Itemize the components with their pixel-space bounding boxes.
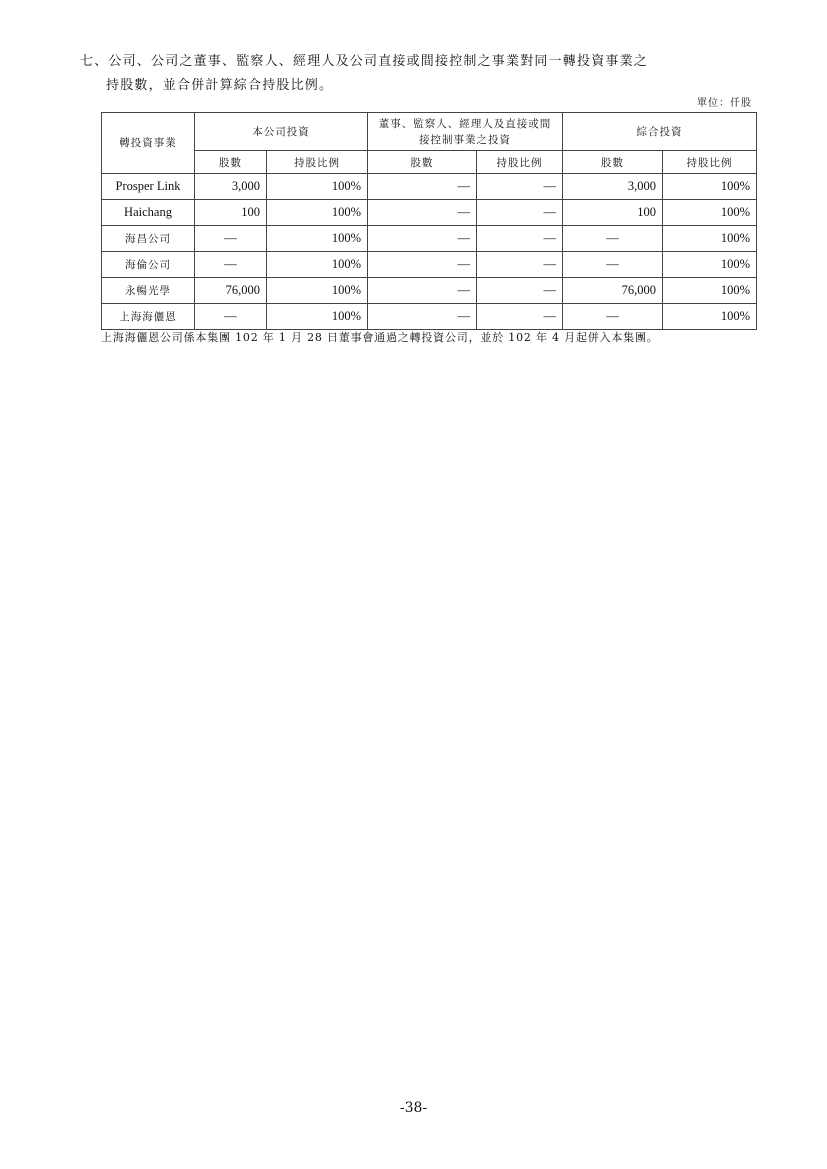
header-ratio: 持股比例 bbox=[267, 151, 368, 174]
header-ratio: 持股比例 bbox=[477, 151, 563, 174]
header-shares: 股數 bbox=[563, 151, 663, 174]
investee-name: Haichang bbox=[102, 200, 195, 226]
investee-name: Prosper Link bbox=[102, 174, 195, 200]
header-shares: 股數 bbox=[195, 151, 267, 174]
combined-shares: 100 bbox=[563, 200, 663, 226]
company-ratio: 100% bbox=[267, 200, 368, 226]
investee-name: 上海海儷恩 bbox=[102, 304, 195, 330]
combined-shares: — bbox=[563, 226, 663, 252]
header-row-groups bbox=[102, 113, 757, 151]
directors-ratio: — bbox=[477, 278, 563, 304]
combined-ratio: 100% bbox=[663, 174, 757, 200]
company-ratio: 100% bbox=[267, 304, 368, 330]
header-company-investment: 本公司投資 bbox=[195, 113, 368, 151]
table-row bbox=[102, 226, 757, 252]
combined-shares: 3,000 bbox=[563, 174, 663, 200]
company-shares: 3,000 bbox=[195, 174, 267, 200]
investee-name: 海倫公司 bbox=[102, 252, 195, 278]
combined-shares: 76,000 bbox=[563, 278, 663, 304]
investee-name: 海昌公司 bbox=[102, 226, 195, 252]
directors-shares: — bbox=[368, 226, 477, 252]
table-row bbox=[102, 252, 757, 278]
directors-shares: — bbox=[368, 252, 477, 278]
directors-ratio: — bbox=[477, 174, 563, 200]
directors-ratio: — bbox=[477, 226, 563, 252]
section-heading-line2: 持股數，並合併計算綜合持股比例。 bbox=[106, 78, 334, 93]
combined-ratio: 100% bbox=[663, 304, 757, 330]
company-ratio: 100% bbox=[267, 226, 368, 252]
company-ratio: 100% bbox=[267, 252, 368, 278]
company-shares: 100 bbox=[195, 200, 267, 226]
combined-shares: — bbox=[563, 304, 663, 330]
header-ratio: 持股比例 bbox=[663, 151, 757, 174]
company-shares: — bbox=[195, 252, 267, 278]
combined-ratio: 100% bbox=[663, 226, 757, 252]
header-investee: 轉投資事業 bbox=[102, 113, 195, 174]
directors-ratio: — bbox=[477, 304, 563, 330]
company-ratio: 100% bbox=[267, 174, 368, 200]
company-shares: 76,000 bbox=[195, 278, 267, 304]
table-row bbox=[102, 304, 757, 330]
company-shares: — bbox=[195, 304, 267, 330]
combined-ratio: 100% bbox=[663, 200, 757, 226]
page-number: -38- bbox=[399, 1100, 428, 1116]
table-row bbox=[102, 200, 757, 226]
directors-ratio: — bbox=[477, 200, 563, 226]
header-combined-investment: 綜合投資 bbox=[563, 113, 757, 151]
company-ratio: 100% bbox=[267, 278, 368, 304]
directors-ratio: — bbox=[477, 252, 563, 278]
unit-label: 單位：仟股 bbox=[697, 98, 752, 109]
directors-shares: — bbox=[368, 278, 477, 304]
directors-shares: — bbox=[368, 304, 477, 330]
section-heading-line1: 七、公司、公司之董事、監察人、經理人及公司直接或間接控制之事業對同一轉投資事業之 bbox=[80, 54, 649, 69]
combined-shares: — bbox=[563, 252, 663, 278]
header-directors-investment: 董事、監察人、經理人及直接或間接控制事業之投資 bbox=[368, 113, 563, 151]
table-row bbox=[102, 278, 757, 304]
directors-shares: — bbox=[368, 174, 477, 200]
holdings-table bbox=[101, 112, 757, 330]
combined-ratio: 100% bbox=[663, 252, 757, 278]
table-row bbox=[102, 174, 757, 200]
header-row-subcolumns bbox=[102, 151, 757, 174]
header-shares: 股數 bbox=[368, 151, 477, 174]
footnote: 上海海儷恩公司係本集團 102 年 1 月 28 日董事會通過之轉投資公司，並於 102 年 4 月起併入本集團。 bbox=[101, 331, 659, 344]
company-shares: — bbox=[195, 226, 267, 252]
investee-name: 永暢光學 bbox=[102, 278, 195, 304]
section-heading bbox=[80, 50, 760, 98]
combined-ratio: 100% bbox=[663, 278, 757, 304]
directors-shares: — bbox=[368, 200, 477, 226]
